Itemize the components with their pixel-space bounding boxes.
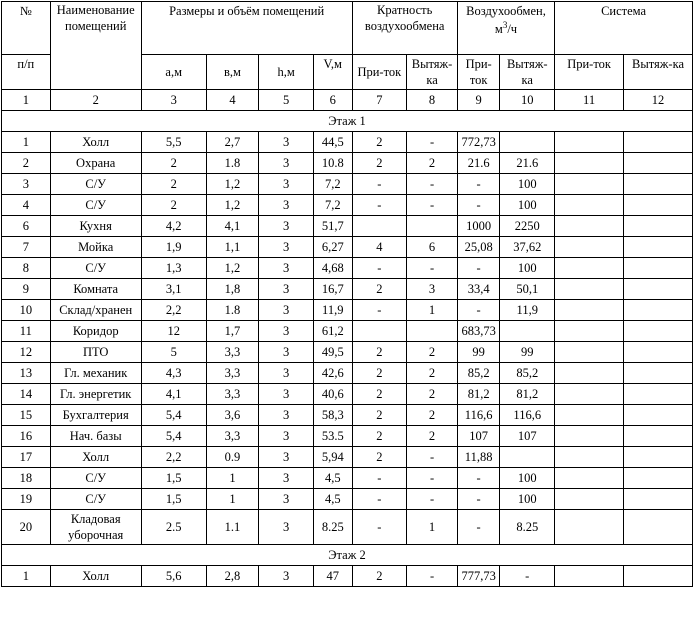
table-cell: - bbox=[407, 132, 458, 153]
table-cell: 1.8 bbox=[206, 153, 259, 174]
table-cell: 1 bbox=[206, 468, 259, 489]
table-cell: Холл bbox=[50, 566, 141, 587]
table-cell: 1 bbox=[407, 510, 458, 545]
table-cell: 1 bbox=[407, 300, 458, 321]
table-cell bbox=[555, 384, 624, 405]
table-cell: Кухня bbox=[50, 216, 141, 237]
table-cell: 3 bbox=[259, 153, 314, 174]
table-cell: 2 bbox=[407, 153, 458, 174]
table-cell: 4,3 bbox=[141, 363, 206, 384]
table-cell: 6 bbox=[407, 237, 458, 258]
table-cell: - bbox=[352, 489, 407, 510]
header-mult-out: Вытяж-ка bbox=[407, 55, 458, 90]
table-cell: 3,3 bbox=[206, 426, 259, 447]
table-cell: 2,8 bbox=[206, 566, 259, 587]
table-cell: 7,2 bbox=[314, 174, 353, 195]
table-cell: 3 bbox=[259, 300, 314, 321]
table-cell bbox=[624, 153, 693, 174]
table-cell: - bbox=[352, 174, 407, 195]
table-cell bbox=[407, 321, 458, 342]
table-cell: 2 bbox=[352, 342, 407, 363]
table-row bbox=[2, 363, 693, 384]
table-cell: 4,5 bbox=[314, 489, 353, 510]
table-cell: 81,2 bbox=[500, 384, 555, 405]
table-cell bbox=[624, 489, 693, 510]
table-cell: 5,5 bbox=[141, 132, 206, 153]
column-number: 6 bbox=[314, 90, 353, 111]
table-cell: 2 bbox=[352, 405, 407, 426]
table-cell: 4,68 bbox=[314, 258, 353, 279]
table-cell: 99 bbox=[457, 342, 500, 363]
table-row bbox=[2, 237, 693, 258]
table-cell: 2 bbox=[407, 405, 458, 426]
table-cell: Мойка bbox=[50, 237, 141, 258]
table-cell: 3 bbox=[407, 279, 458, 300]
table-cell: С/У bbox=[50, 174, 141, 195]
table-cell: 1,1 bbox=[206, 237, 259, 258]
header-a: а,м bbox=[141, 55, 206, 90]
table-cell: 4,2 bbox=[141, 216, 206, 237]
column-number: 1 bbox=[2, 90, 51, 111]
table-cell bbox=[407, 216, 458, 237]
header-num-sub: п/п bbox=[2, 55, 51, 90]
table-cell: 12 bbox=[141, 321, 206, 342]
table-row bbox=[2, 426, 693, 447]
table-cell: 3,3 bbox=[206, 342, 259, 363]
header-air-exchange bbox=[457, 2, 554, 55]
table-cell: 8 bbox=[2, 258, 51, 279]
table-cell: 3 bbox=[259, 384, 314, 405]
table-cell: 3,1 bbox=[141, 279, 206, 300]
table-cell: 2 bbox=[352, 384, 407, 405]
table-cell: 37,62 bbox=[500, 237, 555, 258]
table-cell: 1 bbox=[2, 566, 51, 587]
table-cell: 4 bbox=[2, 195, 51, 216]
table-cell: 11,9 bbox=[314, 300, 353, 321]
table-cell: 53.5 bbox=[314, 426, 353, 447]
table-cell: 3 bbox=[259, 258, 314, 279]
table-cell: 11,88 bbox=[457, 447, 500, 468]
table-cell: 2 bbox=[407, 384, 458, 405]
header-num: № bbox=[2, 2, 51, 55]
table-cell: 49,5 bbox=[314, 342, 353, 363]
table-cell: 3 bbox=[259, 132, 314, 153]
table-cell: 3 bbox=[259, 216, 314, 237]
table-cell: 107 bbox=[457, 426, 500, 447]
table-cell: Охрана bbox=[50, 153, 141, 174]
table-row bbox=[2, 300, 693, 321]
table-cell: 3 bbox=[259, 363, 314, 384]
table-cell: 3 bbox=[2, 174, 51, 195]
table-cell: 100 bbox=[500, 174, 555, 195]
table-cell: 3 bbox=[259, 342, 314, 363]
table-cell bbox=[555, 132, 624, 153]
header-air-exchange-label: Воздухообмен, bbox=[466, 4, 546, 18]
table-cell: 100 bbox=[500, 468, 555, 489]
table-row bbox=[2, 279, 693, 300]
table-cell bbox=[624, 174, 693, 195]
table-cell: 33,4 bbox=[457, 279, 500, 300]
table-cell bbox=[555, 279, 624, 300]
table-cell: 2 bbox=[407, 363, 458, 384]
table-cell: - bbox=[457, 258, 500, 279]
table-cell: 116,6 bbox=[500, 405, 555, 426]
ventilation-table bbox=[1, 1, 693, 587]
table-cell: - bbox=[457, 195, 500, 216]
table-cell: 51,7 bbox=[314, 216, 353, 237]
header-sizes: Размеры и объём помещений bbox=[141, 2, 352, 55]
table-cell: 7 bbox=[2, 237, 51, 258]
table-cell: С/У bbox=[50, 468, 141, 489]
table-cell: 4,1 bbox=[141, 384, 206, 405]
column-number: 2 bbox=[50, 90, 141, 111]
table-cell bbox=[624, 405, 693, 426]
table-cell: - bbox=[457, 300, 500, 321]
table-cell: 2 bbox=[352, 279, 407, 300]
table-cell: - bbox=[457, 468, 500, 489]
table-cell bbox=[555, 510, 624, 545]
table-cell: 16 bbox=[2, 426, 51, 447]
table-cell bbox=[624, 510, 693, 545]
table-cell: 6 bbox=[2, 216, 51, 237]
header-h: h,м bbox=[259, 55, 314, 90]
table-row bbox=[2, 195, 693, 216]
table-cell bbox=[624, 363, 693, 384]
table-cell: - bbox=[407, 195, 458, 216]
table-row bbox=[2, 342, 693, 363]
table-cell: Склад/хранен bbox=[50, 300, 141, 321]
table-cell: 40,6 bbox=[314, 384, 353, 405]
table-cell: 16,7 bbox=[314, 279, 353, 300]
table-cell bbox=[624, 237, 693, 258]
table-cell: 21.6 bbox=[500, 153, 555, 174]
table-cell: 1,7 bbox=[206, 321, 259, 342]
table-cell: Кладовая уборочная bbox=[50, 510, 141, 545]
table-row bbox=[2, 174, 693, 195]
table-cell: 12 bbox=[2, 342, 51, 363]
table-cell: 2 bbox=[141, 195, 206, 216]
table-row bbox=[2, 405, 693, 426]
table-cell bbox=[555, 300, 624, 321]
table-cell: - bbox=[352, 468, 407, 489]
table-cell: Нач. базы bbox=[50, 426, 141, 447]
table-cell: 5 bbox=[141, 342, 206, 363]
table-row bbox=[2, 153, 693, 174]
table-cell bbox=[555, 489, 624, 510]
table-cell: 3 bbox=[259, 468, 314, 489]
table-cell: 3 bbox=[259, 510, 314, 545]
table-cell: 19 bbox=[2, 489, 51, 510]
table-cell: 85,2 bbox=[500, 363, 555, 384]
table-cell: 116,6 bbox=[457, 405, 500, 426]
table-cell bbox=[352, 216, 407, 237]
table-cell: 1,5 bbox=[141, 489, 206, 510]
table-cell: - bbox=[407, 489, 458, 510]
table-cell: Холл bbox=[50, 132, 141, 153]
table-cell: 3 bbox=[259, 566, 314, 587]
table-cell: 85,2 bbox=[457, 363, 500, 384]
table-cell: 61,2 bbox=[314, 321, 353, 342]
table-cell: 3 bbox=[259, 321, 314, 342]
table-cell: ПТО bbox=[50, 342, 141, 363]
table-cell: 58,3 bbox=[314, 405, 353, 426]
table-cell: 2,7 bbox=[206, 132, 259, 153]
table-row bbox=[2, 510, 693, 545]
table-cell: Бухгалтерия bbox=[50, 405, 141, 426]
table-cell bbox=[555, 174, 624, 195]
header-sys-in: При-ток bbox=[555, 55, 624, 90]
table-cell: 4,1 bbox=[206, 216, 259, 237]
table-cell: 107 bbox=[500, 426, 555, 447]
table-cell bbox=[352, 321, 407, 342]
table-cell: - bbox=[500, 566, 555, 587]
table-cell: 2 bbox=[352, 566, 407, 587]
table-cell: 2.5 bbox=[141, 510, 206, 545]
table-cell: 5,4 bbox=[141, 426, 206, 447]
table-cell: С/У bbox=[50, 195, 141, 216]
column-number: 5 bbox=[259, 90, 314, 111]
table-cell bbox=[624, 468, 693, 489]
table-cell bbox=[624, 566, 693, 587]
table-cell bbox=[555, 363, 624, 384]
table-cell: 10 bbox=[2, 300, 51, 321]
table-cell: 2 bbox=[352, 153, 407, 174]
table-cell: 3 bbox=[259, 279, 314, 300]
table-cell: 44,5 bbox=[314, 132, 353, 153]
table-cell: 13 bbox=[2, 363, 51, 384]
table-cell: 2 bbox=[352, 447, 407, 468]
table-cell bbox=[555, 405, 624, 426]
floor-label-1: Этаж 1 bbox=[2, 111, 693, 132]
table-cell: С/У bbox=[50, 258, 141, 279]
table-cell bbox=[555, 195, 624, 216]
header-multiplicity: Кратность воздухообмена bbox=[352, 2, 457, 55]
header-b: в,м bbox=[206, 55, 259, 90]
table-cell: - bbox=[407, 174, 458, 195]
table-cell: Коридор bbox=[50, 321, 141, 342]
table-cell: 15 bbox=[2, 405, 51, 426]
table-cell: 2 bbox=[2, 153, 51, 174]
table-cell bbox=[624, 195, 693, 216]
table-cell bbox=[624, 258, 693, 279]
table-cell bbox=[555, 447, 624, 468]
table-cell: 2,2 bbox=[141, 300, 206, 321]
header-name: Наименование помещений bbox=[50, 2, 141, 90]
table-cell: 8.25 bbox=[500, 510, 555, 545]
table-cell: 5,4 bbox=[141, 405, 206, 426]
table-cell: - bbox=[457, 174, 500, 195]
table-cell bbox=[624, 279, 693, 300]
header-exch-in: При-ток bbox=[457, 55, 500, 90]
table-row bbox=[2, 384, 693, 405]
table-cell: 4,5 bbox=[314, 468, 353, 489]
column-number: 4 bbox=[206, 90, 259, 111]
column-number: 10 bbox=[500, 90, 555, 111]
table-cell: 0.9 bbox=[206, 447, 259, 468]
header-sys-out: Вытяж-ка bbox=[624, 55, 693, 90]
table-cell: - bbox=[407, 258, 458, 279]
table-cell: 1,9 bbox=[141, 237, 206, 258]
table-cell: 3,6 bbox=[206, 405, 259, 426]
table-row bbox=[2, 258, 693, 279]
table-cell: 7,2 bbox=[314, 195, 353, 216]
table-cell: 3,3 bbox=[206, 384, 259, 405]
table-cell bbox=[624, 384, 693, 405]
table-cell bbox=[555, 321, 624, 342]
table-cell: 25,08 bbox=[457, 237, 500, 258]
table-cell: 5,6 bbox=[141, 566, 206, 587]
table-cell: Гл. механик bbox=[50, 363, 141, 384]
table-cell: - bbox=[407, 468, 458, 489]
column-number: 7 bbox=[352, 90, 407, 111]
table-cell: 9 bbox=[2, 279, 51, 300]
table-cell: 3 bbox=[259, 489, 314, 510]
column-number: 12 bbox=[624, 90, 693, 111]
column-number: 8 bbox=[407, 90, 458, 111]
table-cell: 1 bbox=[206, 489, 259, 510]
table-cell: 3 bbox=[259, 405, 314, 426]
table-cell bbox=[555, 468, 624, 489]
table-cell bbox=[624, 216, 693, 237]
table-cell: 50,1 bbox=[500, 279, 555, 300]
table-cell: 6,27 bbox=[314, 237, 353, 258]
table-cell: 1.1 bbox=[206, 510, 259, 545]
table-cell: - bbox=[457, 489, 500, 510]
table-cell: 2 bbox=[407, 426, 458, 447]
floor-row-1 bbox=[2, 111, 693, 132]
header-system: Система bbox=[555, 2, 693, 55]
table-cell: 3 bbox=[259, 426, 314, 447]
table-row bbox=[2, 489, 693, 510]
table-cell: 2 bbox=[352, 426, 407, 447]
table-cell: С/У bbox=[50, 489, 141, 510]
table-cell: 8.25 bbox=[314, 510, 353, 545]
table-cell: 777,73 bbox=[457, 566, 500, 587]
table-cell bbox=[500, 321, 555, 342]
table-cell: 21.6 bbox=[457, 153, 500, 174]
table-cell: 1,2 bbox=[206, 195, 259, 216]
table-cell: 17 bbox=[2, 447, 51, 468]
table-cell bbox=[500, 447, 555, 468]
table-cell: 100 bbox=[500, 489, 555, 510]
table-cell bbox=[624, 132, 693, 153]
table-cell: 1.8 bbox=[206, 300, 259, 321]
column-number: 11 bbox=[555, 90, 624, 111]
table-cell: 2250 bbox=[500, 216, 555, 237]
table-row bbox=[2, 447, 693, 468]
header-air-exchange-unit: $м^3/ч$ bbox=[494, 19, 518, 36]
table-cell: - bbox=[352, 510, 407, 545]
table-row bbox=[2, 132, 693, 153]
table-cell: 3 bbox=[259, 195, 314, 216]
table-cell: - bbox=[407, 447, 458, 468]
table-cell: - bbox=[352, 258, 407, 279]
table-cell: 99 bbox=[500, 342, 555, 363]
column-number: 9 bbox=[457, 90, 500, 111]
table-cell: Комната bbox=[50, 279, 141, 300]
table-cell: 683,73 bbox=[457, 321, 500, 342]
table-cell: 3 bbox=[259, 447, 314, 468]
floor-label-2: Этаж 2 bbox=[2, 545, 693, 566]
header-exch-out: Вытяж-ка bbox=[500, 55, 555, 90]
table-cell: - bbox=[352, 300, 407, 321]
table-cell bbox=[555, 566, 624, 587]
table-cell: 14 bbox=[2, 384, 51, 405]
table-row bbox=[2, 566, 693, 587]
table-cell bbox=[555, 153, 624, 174]
table-cell: 11,9 bbox=[500, 300, 555, 321]
table-cell bbox=[555, 258, 624, 279]
table-cell: 100 bbox=[500, 258, 555, 279]
table-cell: 100 bbox=[500, 195, 555, 216]
table-cell bbox=[624, 447, 693, 468]
table-row bbox=[2, 321, 693, 342]
table-cell: 4 bbox=[352, 237, 407, 258]
table-row bbox=[2, 468, 693, 489]
column-numbers-row bbox=[2, 90, 693, 111]
table-cell: 772,73 bbox=[457, 132, 500, 153]
table-cell: 1,2 bbox=[206, 174, 259, 195]
table-cell bbox=[500, 132, 555, 153]
table-cell: 3 bbox=[259, 174, 314, 195]
table-cell: 2 bbox=[352, 132, 407, 153]
table-cell: 18 bbox=[2, 468, 51, 489]
table-cell bbox=[555, 237, 624, 258]
table-cell: 2 bbox=[352, 363, 407, 384]
table-cell: 20 bbox=[2, 510, 51, 545]
table-cell: 81,2 bbox=[457, 384, 500, 405]
column-number: 3 bbox=[141, 90, 206, 111]
header-v: V,м bbox=[314, 55, 353, 90]
table-cell: 1 bbox=[2, 132, 51, 153]
table-cell: 1,5 bbox=[141, 468, 206, 489]
table-cell: Холл bbox=[50, 447, 141, 468]
table-cell: 3 bbox=[259, 237, 314, 258]
table-cell: 42,6 bbox=[314, 363, 353, 384]
table-cell: 1,8 bbox=[206, 279, 259, 300]
table-cell: - bbox=[407, 566, 458, 587]
table-cell: 5,94 bbox=[314, 447, 353, 468]
table-cell: 2 bbox=[407, 342, 458, 363]
table-cell: 10.8 bbox=[314, 153, 353, 174]
table-cell bbox=[624, 300, 693, 321]
table-cell: 47 bbox=[314, 566, 353, 587]
table-cell: 2,2 bbox=[141, 447, 206, 468]
table-cell: 2 bbox=[141, 153, 206, 174]
header-mult-in: При-ток bbox=[352, 55, 407, 90]
table-cell: 11 bbox=[2, 321, 51, 342]
table-cell: 3,3 bbox=[206, 363, 259, 384]
table-cell bbox=[624, 426, 693, 447]
table-cell: - bbox=[352, 195, 407, 216]
table-cell: 1000 bbox=[457, 216, 500, 237]
table-cell: - bbox=[457, 510, 500, 545]
table-cell: Гл. энергетик bbox=[50, 384, 141, 405]
table-cell: 1,3 bbox=[141, 258, 206, 279]
table-cell bbox=[555, 426, 624, 447]
floor-row-2 bbox=[2, 545, 693, 566]
table-row bbox=[2, 216, 693, 237]
table-cell bbox=[624, 342, 693, 363]
table-cell: 1,2 bbox=[206, 258, 259, 279]
table-cell bbox=[555, 342, 624, 363]
table-cell: 2 bbox=[141, 174, 206, 195]
table-cell bbox=[555, 216, 624, 237]
table-cell bbox=[624, 321, 693, 342]
